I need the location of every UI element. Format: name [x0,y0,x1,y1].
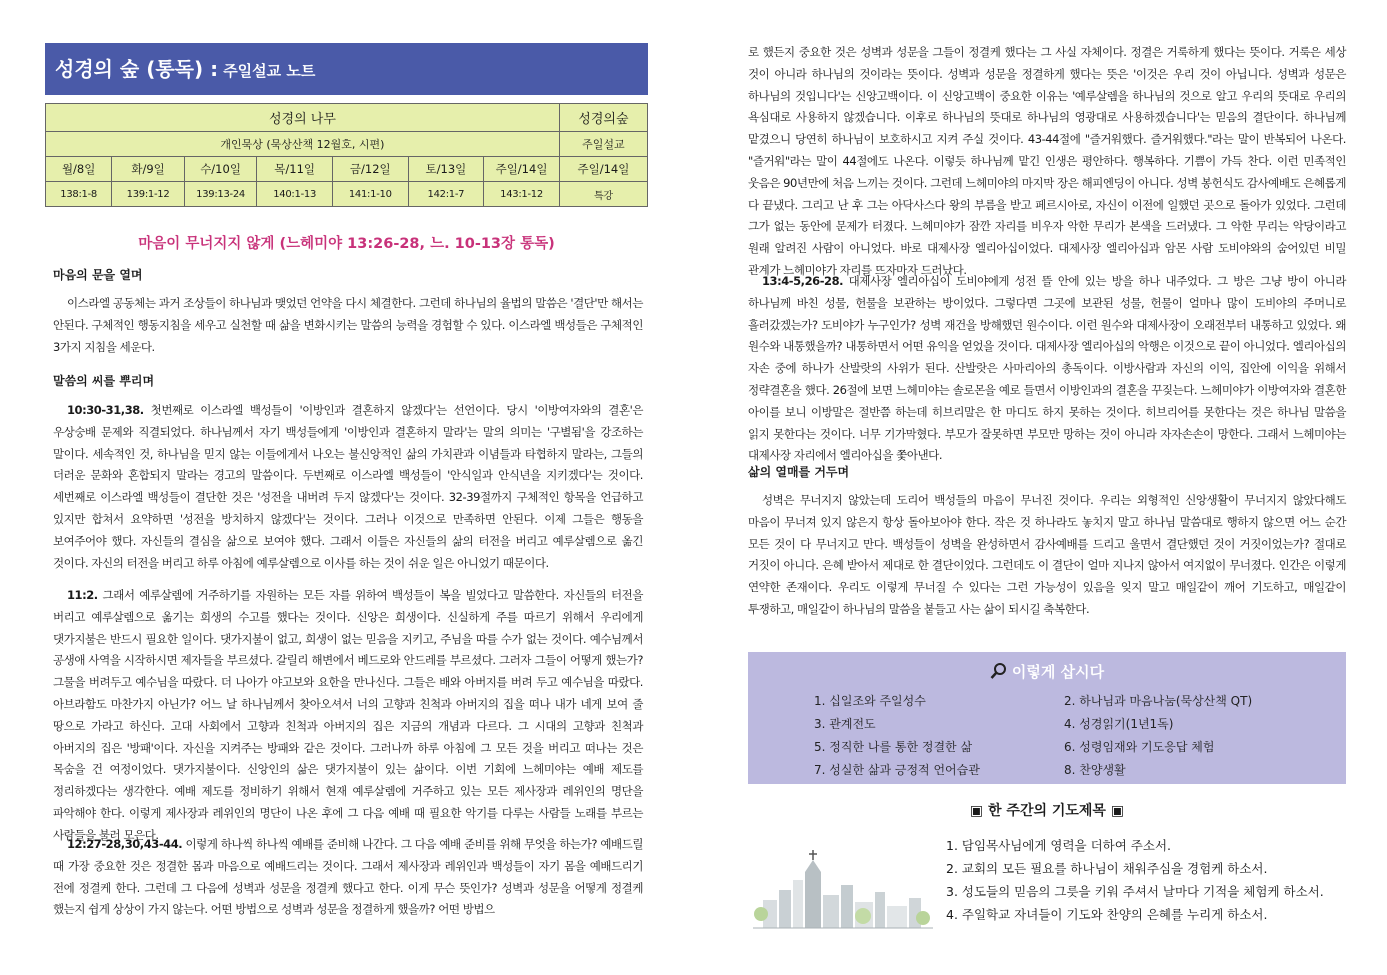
body-paragraph-3 [53,834,643,921]
scripture-ref: 11:2. [67,588,98,602]
header-bar [45,43,648,95]
live-item: 1. 십일조와 주일성수 [814,694,926,708]
prayer-item: 2. 교회의 모든 필요를 하나님이 채워주심을 경험케 하소서. [946,861,1268,876]
live-item: 3. 관계전도 [814,717,876,731]
scripture-ref: 10:30-31,38. [67,403,144,417]
live-item: 2. 하나님과 마음나눔(묵상산책 QT) [1064,694,1253,708]
forest-label: 성경의숲 [559,104,647,132]
live-title [748,661,1346,682]
prayer-item: 3. 성도들의 믿음의 그릇을 키워 주셔서 날마다 기적을 체험케 하소서. [946,884,1324,899]
scripture-ref: 12:27-28,30,43-44. [67,837,183,851]
ref-cell: 139:13-24 [184,182,257,207]
prayer-title-text: 한 주간의 기도제목 [988,803,1106,819]
ref-cell: 141:1-10 [332,182,408,207]
day-cell: 주일/14일 [559,157,647,182]
day-cell: 목/11일 [257,157,333,182]
day-cell: 화/9일 [112,157,185,182]
body-paragraph-2 [53,585,643,847]
scripture-ref: 13:4-5,26-28. [762,274,844,288]
live-item: 8. 찬양생활 [1064,763,1126,777]
paragraph-text: 첫번째로 이스라엘 백성들이 '이방인과 결혼하지 않겠다'는 선언이다. 당시 '이방여자와의 결혼'은 우상숭배 문제와 직결되었다. 하나님께서 자기 백성들에게 '이방인과 결혼하지 말라'는 말의 의미는 '구별됨'을 강조하는 말이다. 세속적인 것, 하나님을 믿지 않는 이들에게서 나오는 불신앙적인 삶의 가치관과 이념들과 타협하지 말라는, 그들의 더러운 문화와 혼합되지 말라는 경고의 말씀이다. 두번째로 이스라엘 백성들이 '안식일과 안식년을 지키겠다'는 것이다. 세번째로 이스라엘 백성들이 결단한 것은 '성전을 내버려 두지 않겠다'는 것이다. 32-39절까지 구체적인 항목을 언급하고 있지만 합쳐서 요약하면 '성전을 방치하지 않겠다'는 것이다. 그러나 이것으로 만족하면 안된다. 이제 그들은 행동을 보여주어야 했다. 자신들의 결심을 삶으로 보여야 했다. 그래서 이들은 자신들의 삶의 터전을 버리고 예루살렘으로 옮긴 것이다. 자신의 터전을 버리고 하루 아침에 예루살렘으로 이사를 하는 것이 쉬운 일은 아니었기 때문이다. [53,403,643,570]
ref-cell: 140:1-13 [257,182,333,207]
day-cell: 주일/14일 [484,157,560,182]
section-heading-open: 마음의 문을 열며 [53,268,143,282]
live-guidelines-box [748,652,1346,784]
day-cell: 금/12일 [332,157,408,182]
day-cell: 월/8일 [46,157,112,182]
paragraph-text: 대제사장 엘리아십이 도비야에게 성전 뜰 안에 있는 방을 하나 내주었다. 그 방은 그냥 방이 아니라 하나님께 바친 성물, 헌물을 보관하는 방이었다. 그렇다면 그곳에 보관된 성물, 헌물이 얼마나 많이 도비야의 주머니로 흘러갔겠는가? 도비야가 누구인가? 성벽 재건을 방해했던 원수이다. 이런 원수와 대제사장이 오래전부터 내통하고 있었다. 왜 원수와 내통했을까? 내통하면서 어떤 유익을 얻었을 것이다. 대제사장 엘리아십의 악행은 이것으로 끝이 아니었다. 엘리아십의 자손 중에 하나가 산발랏의 사위가 된다. 산발랏은 사마리아의 총독이다. 이방사람과 자신의 이익, 집안에 이익을 위해서 정략결혼을 했다. 26절에 보면 느헤미야는 솔로몬을 예로 들면서 이방인과의 결혼을 꾸짖는다. 느헤미야가 이방여자와 결혼한 아이를 보니 이방말은 절반쯤 하는데 히브리말은 한 마디도 하지 못하는 것이다. 히브리어를 못한다는 것은 하나님 말씀을 읽지 못한다는 것이다. 너무 기가막혔다. 부모가 잘못하면 부모만 망하는 것이 아니라 자자손손이 망한다. 그래서 느헤미야는 대제사장 자리에서 엘리아십을 쫓아낸다. [748,274,1346,463]
ref-cell: 143:1-12 [484,182,560,207]
sermon-label: 주일설교 [559,132,647,157]
prayer-item: 1. 담임목사님에게 영력을 더하여 주소서. [946,838,1171,853]
day-cell: 수/10일 [184,157,257,182]
magnifier-icon [990,662,1008,680]
sermon-title: 마음이 무너지지 않게 (느헤미야 13:26-28, 느. 10-13장 통독) [138,236,555,252]
live-title-text: 이렇게 삽시다 [1011,663,1105,681]
prayer-item: 4. 주일학교 자녀들이 기도와 찬양의 은혜를 누리게 하소서. [946,907,1268,922]
open-paragraph: 이스라엘 공동체는 과거 조상들이 하나님과 맺었던 언약을 다시 체결한다. 그런데 하나님의 율법의 말씀은 '결단'만 해서는 안된다. 구체적인 행동지침을 세우고 실천할 때 삶을 변화시키는 말씀의 능력을 경험할 수 있다. 이스라엘 백성들은 구체적인 3가지 지침을 세운다. [53,296,643,354]
header-subtitle: 주일설교 노트 [223,62,316,80]
paragraph-text: 그래서 예루살렘에 거주하기를 자원하는 모든 자를 위하여 백성들이 복을 빌었다고 말씀한다. 자신들의 터전을 버리고 예루살렘으로 옮기는 희생의 수고를 했다는 것이다. 신앙은 희생이다. 신실하게 주를 따르기 위해서 우리에게 댓가지불은 반드시 필요한 일이다. 댓가지불이 없고, 희생이 없는 믿음을 지키고, 주님을 따를 수가 없는 것이다. 예수님께서 공생애 사역을 시작하시면 제자들을 부르셨다. 갈릴리 해변에서 베드로와 안드레를 부르셨다. 그러자 그들이 어떻게 했는가? 그물을 버려두고 예수님을 따랐다. 더 나아가 야고보와 요한을 만나신다. 그들은 배와 아버지를 버려 두고 예수님을 따랐다. 아브라함도 마찬가지 아닌가? 어느 날 하나님께서 찾아오셔서 너의 고향과 친척과 아버지의 집을 떠나 내가 네게 보여 줄 땅으로 가라고 하신다. 고대 사회에서 고향과 친척과 아버지의 집은 지금의 개념과 다르다. 그 시대의 고향과 친척과 아버지의 집은 '방패'이다. 자신을 지켜주는 방패와 같은 것이다. 그러나까 하루 아침에 그 모든 것을 버리고 떠나는 것은 목숨을 건 여정이었다. 댓가지불이다. 신앙인의 삶은 댓가지불이 있는 삶이다. 이번 기회에 느헤미야는 예배 제도를 정리하겠다는 생각한다. 예배 제도를 정비하기 위해서 현재 예루살렘에 거주하고 있는 모든 제사장과 레위인의 명단을 파악해야 한다. 이렇게 제사장과 레위인의 명단이 나온 후에 그 다음 예배 때 필요한 악기를 다루는 사람들 노래를 부르는 사람들을 불러 모은다. [53,588,643,842]
live-item: 7. 성실한 삶과 긍정적 언어습관 [814,763,980,777]
square-bullet-icon: ▣ [1110,803,1125,819]
section-heading-seed: 말씀의 씨를 뿌리며 [53,374,155,388]
day-cell: 토/13일 [408,157,484,182]
prayer-title [748,800,1346,820]
body-paragraph-4 [748,271,1346,467]
devotion-label: 개인묵상 (묵상산책 12월호, 시편) [46,132,560,157]
paragraph-text: 이렇게 하나씩 하나씩 예배를 준비해 나간다. 그 다음 예배 준비를 위해 무엇을 하는가? 예배드릴 때 가장 중요한 것은 정결한 몸과 마음으로 예배드리는 것이다. 그래서 제사장과 레위인과 백성들이 자기 몸을 예배드리기 전에 정결케 한다. 그런데 그 다음에 성벽과 성문을 정결케 했다고 한다. 이게 무슨 뜻인가? 성벽과 성문을 어떻게 정결케 했는지 쉽게 상상이 가지 않는다. 어떤 방법으로 성벽과 성문을 정결하게 했을까? 어떤 방법으 [53,837,643,917]
ref-cell: 139:1-12 [112,182,185,207]
live-item: 4. 성경읽기(1년1독) [1064,717,1174,731]
reading-schedule-table [45,103,648,207]
live-item: 5. 정직한 나를 통한 정결한 삶 [814,740,973,754]
tree-label: 성경의 나무 [46,104,560,132]
section-heading-fruit: 삶의 열매를 거두며 [748,465,850,479]
live-item: 6. 성령임재와 기도응답 체험 [1064,740,1215,754]
body-paragraph-1 [53,400,643,574]
ref-cell: 142:1-7 [408,182,484,207]
continued-paragraph: 로 했든지 중요한 것은 성벽과 성문을 그들이 정결케 했다는 그 사실 자체이다. 정결은 거룩하게 했다는 뜻이다. 거룩은 세상 것이 아니라 하나님의 것이라는 뜻이다. 성벽과 성문을 정결하게 했다는 뜻은 '이것은 우리 것이 아닙니다. 성벽과 성문은 하나님의 것입니다'는 신앙고백이다. 이 신앙고백이 중요한 이유는 '예루살렘을 하나님의 것으로 알고 우리의 뜻대로 우리의 욕심대로 사용하지 않겠습니다. 이후로 하나님의 뜻대로 하나님의 영광대로 사용하겠습니다'는 믿음의 결단이다. 하나님께 맡겼으니 당연히 하나님이 보호하시고 지켜 주실 것이다. 43-44절에 "즐거워했다. 즐거워했다."라는 말이 반복되어 나온다. "즐거워"라는 말이 44절에도 나온다. 이렇듯 하나님께 맡긴 인생은 평안하다. 행복하다. 기쁨이 가득 찬다. 이런 민족적인 웃음은 90년만에 처음 느끼는 것이다. 그런데 느헤미야의 마지막 장은 해피엔딩이 아니다. 성벽 봉헌식도 감사예배도 은혜롭게 다 끝냈다. 그리고 난 후 그는 아닥사스다 왕의 부름을 받고 페르시아로, 자신이 이전에 일했던 곳으로 돌아가 있었다. 그런데 그가 없는 동안에 문제가 터졌다. 느헤미야가 잠깐 자리를 비우자 악한 무리가 본색을 드러냈다. 그 악한 무리는 악당이라고 원래 알려진 사람이 아니었다. 바로 대제사장 엘리아십이었다. 대제사장 엘리아십과 암몬 사람 도비야와의 숨어있던 비밀 관계가 느헤미야가 자리를 뜨자마자 드러났다. [748,45,1346,277]
church-city-illustration [753,850,933,930]
ref-cell: 특강 [559,182,647,207]
fruit-paragraph: 성벽은 무너지지 않았는데 도리어 백성들의 마음이 무너진 것이다. 우리는 외형적인 신앙생활이 무너지지 않았다해도 마음이 무너져 있지 않은지 항상 돌아보아야 한다. 작은 것 하나라도 놓치지 말고 하나님 말씀대로 행하지 않으면 어느 순간 모든 것이 다 무너지고 만다. 백성들이 성벽을 완성하면서 감사예배를 드리고 울면서 결단했던 것이 거짓이었는가? 절대로 거짓이 아니다. 은혜 받아서 제대로 한 결단이었다. 그런데도 이 결단이 얼마 지나지 않아서 여지없이 무너졌다. 인간은 이렇게 연약한 존재이다. 우리도 이렇게 무너질 수 있다는 그런 가능성이 있음을 잊지 말고 매일같이 깨어 기도하고, 매일같이 투쟁하고, 매일같이 하나님의 말씀을 붙들고 사는 삶이 되시길 축복한다. [748,493,1346,616]
header-title: 성경의 숲 (통독) : [55,57,219,81]
ref-cell: 138:1-8 [46,182,112,207]
square-bullet-icon: ▣ [969,803,984,819]
